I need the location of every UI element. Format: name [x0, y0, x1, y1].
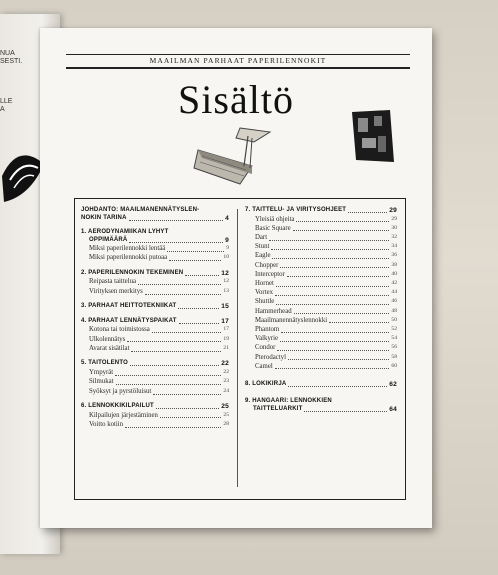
page-number: 12: [221, 269, 229, 277]
page-number: 46: [391, 298, 397, 305]
toc-entry[interactable]: [81, 344, 229, 353]
leader-dots: [127, 341, 221, 342]
page-number: 29: [389, 207, 397, 214]
entry-label: Ulkolennätys: [89, 335, 126, 343]
toc-entry[interactable]: [81, 253, 229, 262]
page-number: 24: [223, 387, 229, 394]
entry-label: Hornet: [255, 279, 274, 287]
toc-entry[interactable]: [245, 261, 397, 270]
toc-entry[interactable]: [81, 244, 229, 253]
toc-entry[interactable]: [245, 307, 397, 316]
dark-photo-illustration: [348, 108, 398, 164]
page-number: 23: [223, 378, 229, 385]
page-number: 36: [391, 252, 397, 259]
entry-label: Hammerhead: [255, 307, 292, 315]
entry-label: Valkyrie: [255, 335, 279, 343]
leader-dots: [296, 221, 389, 222]
leader-dots: [272, 258, 389, 259]
leader-dots: [185, 275, 219, 276]
table-of-contents: [74, 198, 406, 500]
leader-dots: [275, 295, 389, 296]
page-number: 54: [391, 335, 397, 342]
leader-dots: [160, 417, 222, 418]
page-number: 10: [223, 254, 229, 261]
entry-label: Kotona tai toimistossa: [89, 326, 150, 334]
leader-dots: [169, 260, 221, 261]
toc-entry[interactable]: [245, 242, 397, 251]
leader-dots: [287, 276, 390, 277]
toc-entry[interactable]: [81, 420, 229, 429]
leader-dots: [156, 408, 219, 409]
entry-label: Yleisiä ohjeita: [255, 215, 295, 223]
leader-dots: [280, 267, 389, 268]
section-title: 9. HANGAARI: LENNOKKIEN: [245, 398, 332, 405]
section-title: JOHDANTO: MAAILMANENNÄTYSLEN-: [81, 207, 200, 213]
leader-dots: [276, 304, 389, 305]
toc-entry[interactable]: [81, 377, 229, 386]
page-number: 15: [221, 303, 229, 311]
leader-dots: [129, 220, 224, 221]
toc-entry[interactable]: [81, 387, 229, 396]
contents-page: [40, 28, 432, 528]
entry-label: Voitto kotiin: [89, 420, 124, 428]
toc-section[interactable]: [81, 360, 229, 396]
entry-label: Eagle: [255, 252, 271, 260]
toc-section[interactable]: [245, 398, 397, 413]
left-page-text-fragment: [0, 98, 12, 114]
leader-dots: [178, 308, 219, 309]
series-header: MAAILMAN PARHAAT PAPERILENNOKIT: [66, 54, 410, 69]
page-number: 25: [223, 411, 229, 418]
toc-entry[interactable]: [81, 411, 229, 420]
leader-dots: [129, 242, 223, 243]
leader-dots: [145, 294, 222, 295]
leader-dots: [167, 251, 224, 252]
leader-dots: [152, 332, 222, 333]
toc-section[interactable]: [81, 270, 229, 296]
entry-label: Interceptor: [255, 270, 285, 278]
left-page-text-fragment: [0, 50, 22, 66]
page-number: 22: [223, 368, 229, 375]
entry-label: Avarat sisätilat: [89, 344, 130, 352]
toc-left-column: [81, 207, 229, 436]
page-number: 9: [226, 245, 229, 251]
toc-entry[interactable]: [245, 297, 397, 306]
leader-dots: [280, 341, 389, 342]
toc-entry[interactable]: [81, 277, 229, 286]
toc-section[interactable]: [81, 303, 229, 311]
section-title-continued: OPPIMÄÄRÄ: [89, 236, 128, 243]
page-number: 56: [391, 344, 397, 351]
toc-section[interactable]: [245, 207, 397, 371]
page-title: Sisältö: [178, 77, 294, 122]
page-number: 12: [223, 278, 229, 285]
leader-dots: [277, 350, 389, 351]
leader-dots: [293, 230, 390, 231]
leader-dots: [288, 386, 387, 387]
page-number: 30: [391, 224, 397, 231]
page-number: 19: [223, 335, 229, 342]
toc-entry[interactable]: [245, 233, 397, 242]
page-number: 60: [391, 362, 397, 369]
section-title-continued: NOKIN TARINA: [81, 214, 127, 221]
entry-label: Miksi paperilennokki lentää: [89, 245, 166, 252]
folded-plane-illustration: [192, 122, 282, 186]
page-number: 38: [391, 261, 397, 268]
toc-entry[interactable]: [245, 353, 397, 362]
page-number: 21: [223, 344, 229, 351]
toc-entry[interactable]: [245, 334, 397, 343]
page-number: 9: [225, 236, 229, 244]
toc-entry[interactable]: [81, 335, 229, 344]
page-number: 44: [391, 289, 397, 296]
section-title: 7. TAITTELU- JA VIRITYSOHJEET: [245, 207, 347, 213]
entry-label: Silmukat: [89, 378, 114, 386]
leader-dots: [125, 427, 221, 428]
section-title: 3. PARHAAT HEITTOTEKNIIKAT: [81, 303, 177, 310]
leader-dots: [329, 322, 389, 323]
entry-label: Ympyrät: [89, 368, 114, 376]
page-number: 13: [223, 287, 229, 294]
page-number: 62: [389, 380, 397, 388]
page-number: 17: [223, 326, 229, 333]
toc-entry[interactable]: [245, 362, 397, 371]
fragment-line: NUA: [0, 50, 15, 57]
page-number: 58: [391, 353, 397, 360]
toc-entry[interactable]: [245, 325, 397, 334]
entry-label: Shuttle: [255, 298, 275, 306]
entry-label: Camel: [255, 362, 273, 370]
section-title: 5. TAITOLENTO: [81, 360, 128, 367]
page-number: 28: [223, 420, 229, 427]
entry-label: Basic Square: [255, 224, 291, 232]
leader-dots: [271, 249, 389, 250]
section-title: 8. LOKIKIRJA: [245, 380, 287, 387]
fragment-line: A: [0, 106, 5, 113]
toc-section[interactable]: [81, 229, 229, 263]
page-number: 52: [391, 325, 397, 332]
section-title: 2. PAPERILENNOKIN TEKEMINEN: [81, 269, 184, 276]
toc-entry[interactable]: [81, 325, 229, 334]
toc-entry[interactable]: [245, 270, 397, 279]
page-number: 50: [391, 316, 397, 323]
page-number: 4: [225, 214, 229, 222]
entry-label: Dart: [255, 233, 268, 241]
page-number: 32: [391, 233, 397, 240]
entry-label: Virityksen merkitys: [89, 287, 143, 295]
leader-dots: [275, 368, 390, 369]
entry-label: Phantom: [255, 325, 280, 333]
leader-dots: [115, 375, 221, 376]
leader-dots: [281, 332, 389, 333]
toc-section[interactable]: [81, 403, 229, 429]
entry-label: Pterodactyl: [255, 353, 286, 361]
leader-dots: [288, 359, 389, 360]
fragment-line: LLE: [0, 98, 13, 105]
toc-entry[interactable]: [245, 224, 397, 233]
entry-label: Reipasta taittelua: [89, 278, 136, 286]
leader-dots: [116, 384, 222, 385]
leader-dots: [130, 365, 219, 366]
page-number: 22: [221, 360, 229, 368]
column-divider: [237, 209, 238, 487]
toc-entry[interactable]: [245, 316, 397, 325]
toc-entry[interactable]: [81, 287, 229, 296]
entry-label: Vortex: [255, 289, 273, 297]
toc-entry[interactable]: [245, 343, 397, 352]
page-number: 64: [389, 405, 397, 413]
entry-label: Kilpailujen järjestäminen: [89, 411, 158, 419]
leader-dots: [131, 351, 221, 352]
leader-dots: [138, 284, 221, 285]
toc-section[interactable]: [245, 381, 397, 389]
toc-section[interactable]: [81, 207, 229, 222]
section-title: 1. AERODYNAMIIKAN LYHYT: [81, 229, 169, 235]
toc-right-column: [245, 207, 397, 420]
fragment-line: SESTI.: [0, 58, 23, 65]
toc-entry[interactable]: [245, 215, 397, 224]
page-number: 29: [391, 215, 397, 222]
leader-dots: [276, 286, 390, 287]
toc-section[interactable]: [81, 318, 229, 354]
leader-dots: [348, 212, 387, 213]
entry-label: Stunt: [255, 243, 270, 251]
page-number: 42: [391, 279, 397, 286]
toc-entry[interactable]: [245, 251, 397, 260]
section-title-continued: TAITTELUARKIT: [253, 405, 303, 412]
leader-dots: [153, 394, 221, 395]
leader-dots: [294, 313, 390, 314]
page-number: 17: [221, 317, 229, 325]
entry-label: Maailmanennätyslennokki: [255, 316, 328, 324]
toc-entry[interactable]: [245, 279, 397, 288]
toc-entry[interactable]: [81, 368, 229, 377]
page-number: 48: [391, 307, 397, 314]
leader-dots: [304, 411, 387, 412]
page-number: 34: [391, 243, 397, 250]
page-number: 40: [391, 270, 397, 277]
entry-label: Chopper: [255, 261, 279, 269]
page-number: 25: [221, 403, 229, 411]
section-title: 6. LENNOKKIKILPAILUT: [81, 403, 154, 410]
entry-label: Miksi paperilennokki putoaa: [89, 254, 168, 262]
entry-label: Condor: [255, 344, 276, 352]
section-title: 4. PARHAAT LENNÄTYSPAIKAT: [81, 317, 177, 324]
entry-label: Syöksyt ja pyrstöluisut: [89, 387, 152, 395]
leader-dots: [179, 323, 220, 324]
toc-entry[interactable]: [245, 288, 397, 297]
leader-dots: [269, 240, 389, 241]
